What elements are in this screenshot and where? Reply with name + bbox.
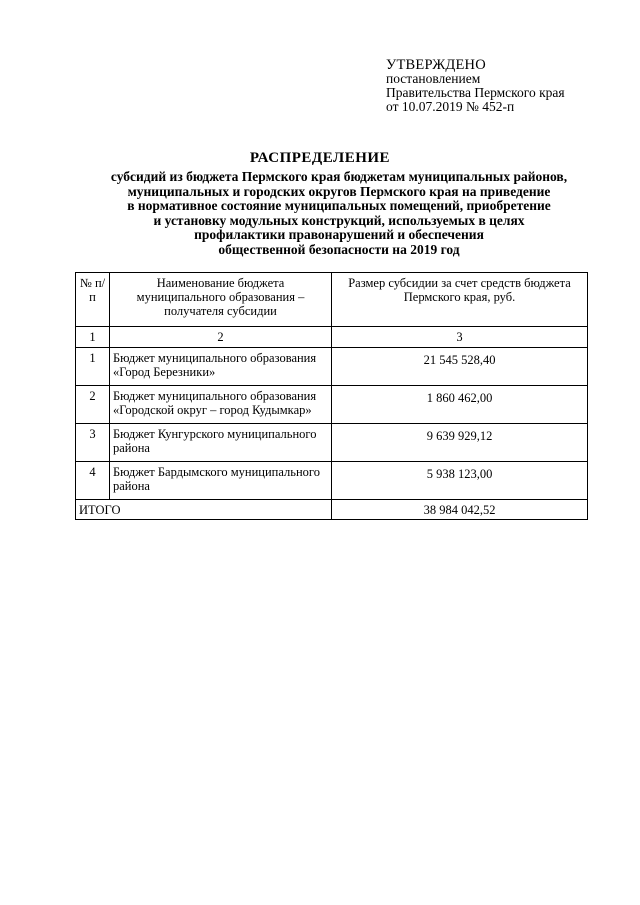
table-row: [76, 462, 588, 500]
document-subtitle: [74, 170, 604, 257]
column-index-1: 1: [76, 327, 110, 348]
document-title: РАСПРЕДЕЛЕНИЕ: [249, 150, 391, 166]
total-row: [76, 500, 588, 520]
header-sum: Размер субсидии за счет средств бюджета Пермского края, руб.: [332, 273, 588, 327]
column-index-3: 3: [332, 327, 588, 348]
approval-heading: УТВЕРЖДЕНО: [386, 57, 486, 73]
row-num: 1: [76, 348, 110, 386]
header-num: № п/п: [76, 273, 110, 327]
subtitle-line: общественной безопасности на 2019 год: [218, 241, 460, 257]
row-sum: 21 545 528,40: [332, 348, 588, 386]
row-name: Бюджет Кунгурского муниципального района: [110, 424, 332, 462]
subtitle-line: муниципальных и городских округов Пермского края на приведение: [127, 183, 551, 199]
subtitle-line: профилактики правонарушений и обеспечения: [194, 227, 484, 242]
approval-stamp: [386, 58, 626, 114]
subtitle-line: субсидий из бюджета Пермского края бюджетам муниципальных районов,: [110, 169, 568, 184]
subtitle-line: и установку модульных конструкций, используемых в целях: [153, 212, 525, 228]
row-sum: 1 860 462,00: [332, 386, 588, 424]
approval-line-1: постановлением: [386, 71, 481, 86]
distribution-table: [75, 272, 588, 520]
table-row: [76, 386, 588, 424]
subtitle-line: в нормативное состояние муниципальных помещений, приобретение: [127, 198, 551, 213]
row-sum: 9 639 929,12: [332, 424, 588, 462]
column-index-row: [76, 327, 588, 348]
approval-line-2: Правительства Пермского края: [386, 85, 565, 100]
row-name: Бюджет Бардымского муниципального района: [110, 462, 332, 500]
table-row: [76, 424, 588, 462]
approval-line-3: от 10.07.2019 № 452-п: [386, 99, 515, 114]
column-index-2: 2: [110, 327, 332, 348]
header-name: Наименование бюджета муниципального образования – получателя субсидии: [110, 273, 332, 327]
row-name: Бюджет муниципального образования «Город Березники»: [110, 348, 332, 386]
table-header-row: [76, 273, 588, 327]
table-row: [76, 348, 588, 386]
total-sum: 38 984 042,52: [332, 500, 588, 520]
total-label: ИТОГО: [76, 500, 332, 520]
row-num: 2: [76, 386, 110, 424]
row-name: Бюджет муниципального образования «Городской округ – город Кудымкар»: [110, 386, 332, 424]
row-num: 3: [76, 424, 110, 462]
row-num: 4: [76, 462, 110, 500]
row-sum: 5 938 123,00: [332, 462, 588, 500]
